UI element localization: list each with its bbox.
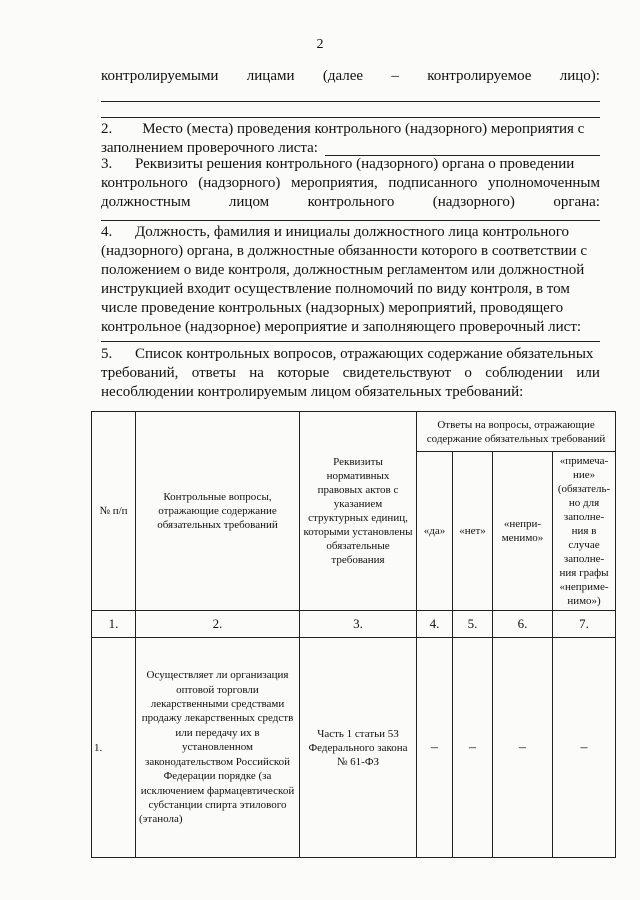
row-question: Осуществляет ли организация оптовой торговли лекарственными средствами продажу лекарственных средств или передачу их в установленном законодательством Российской Федерации порядке (за исключением фармацевтической субстанции спирта этилового (этанола) <box>136 638 300 858</box>
item-4-line-5: числе проведение контрольных (надзорных) мероприятий, проводящего <box>101 300 564 316</box>
word: на <box>249 365 264 381</box>
column-number: 4. <box>417 611 453 638</box>
fill-line <box>101 117 600 118</box>
fill-line <box>101 101 600 102</box>
row-answer-yes[interactable]: – <box>417 638 453 858</box>
word: требований, <box>101 365 179 381</box>
word: о <box>464 365 472 381</box>
item-5-line-2 <box>101 364 600 383</box>
word: (далее <box>322 68 364 84</box>
table-row <box>92 638 616 858</box>
word: лицом <box>228 194 270 210</box>
word: (надзорного) <box>198 175 281 191</box>
word: контрольного <box>307 194 395 210</box>
word: соблюдении <box>485 365 563 381</box>
row-number: 1. <box>92 638 136 858</box>
header-yes: «да» <box>417 452 453 611</box>
word: уполномоченным <box>487 175 600 191</box>
row-note[interactable]: – <box>553 638 616 858</box>
item-4-line-3: положением о виде контроля, должностным регламентом или должностной <box>101 262 585 278</box>
header-requisites: Реквизиты нормативных правовых актов с указанием структурных единиц, которыми установлены обязательные требования <box>300 412 417 611</box>
item-number: 5. <box>101 346 113 362</box>
item-4-line-2: (надзорного) органа, в должностные обязанности которого в соответствии с <box>101 243 587 259</box>
header-number: № п/п <box>92 412 136 611</box>
column-numbering-row <box>92 611 616 638</box>
column-number: 5. <box>453 611 493 638</box>
word: свидетельствуют <box>342 365 452 381</box>
word: (надзорного) <box>432 194 515 210</box>
header-no: «нет» <box>453 452 493 611</box>
item-4-line-4: инструкцией входит осуществление полномочий по виду контроля, в том <box>101 281 570 297</box>
item-3-line-1 <box>101 155 600 174</box>
word: ответы <box>191 365 236 381</box>
column-number: 1. <box>92 611 136 638</box>
item-5-line-1 <box>101 345 600 364</box>
item-2-continuation: заполнением проверочного листа: <box>101 140 318 156</box>
word: лицами <box>246 68 295 84</box>
column-number: 2. <box>136 611 300 638</box>
word: которые <box>277 365 330 381</box>
text: Реквизиты решения контрольного (надзорного) органа о проведении <box>135 156 575 172</box>
header-note: «примеча-ние» (обязатель-но для заполне-ния в случае заполне-ния графы «неприме-нимо») <box>553 452 616 611</box>
text: Список контрольных вопросов, отражающих содержание обязательных <box>135 346 594 362</box>
fill-line <box>101 341 600 342</box>
item-number: 4. <box>101 224 113 240</box>
checklist-table <box>91 411 616 858</box>
word: контрольного <box>101 175 188 191</box>
line-controlled-persons <box>101 67 600 86</box>
column-number: 7. <box>553 611 616 638</box>
header-question: Контрольные вопросы, отражающие содержание обязательных требований <box>136 412 300 611</box>
word: – <box>391 68 399 84</box>
row-requisites: Часть 1 статьи 53 Федерального закона № 61-ФЗ <box>300 638 417 858</box>
column-number: 3. <box>300 611 417 638</box>
item-number: 3. <box>101 156 113 172</box>
word: мероприятия, <box>290 175 378 191</box>
item-2-place: 2. Место (места) проведения контрольного (надзорного) мероприятия с <box>101 121 585 137</box>
word: лицо): <box>559 68 600 84</box>
item-3-line-3 <box>101 193 600 212</box>
word: или <box>576 365 600 381</box>
word: контролируемыми <box>101 68 219 84</box>
item-3-line-2 <box>101 174 600 193</box>
word: должностным <box>101 194 191 210</box>
page-number: 2 <box>316 37 324 52</box>
word: органа: <box>553 194 600 210</box>
header-not-applicable: «непри-менимо» <box>493 452 553 611</box>
word: подписанного <box>388 175 478 191</box>
item-4-line-6: контрольное (надзорное) мероприятие и заполняющего проверочный лист: <box>101 319 582 335</box>
text: Должность, фамилия и инициалы должностного лица контрольного <box>135 224 570 240</box>
row-answer-no[interactable]: – <box>453 638 493 858</box>
row-answer-not-applicable[interactable]: – <box>493 638 553 858</box>
word: контролируемое <box>427 68 532 84</box>
column-number: 6. <box>493 611 553 638</box>
item-4-line-1 <box>101 223 600 242</box>
header-answers-group: Ответы на вопросы, отражающие содержание обязательных требований <box>417 412 616 452</box>
item-5-line-3: несоблюдении контролируемым лицом обязательных требований: <box>101 384 524 400</box>
fill-line <box>101 220 600 221</box>
